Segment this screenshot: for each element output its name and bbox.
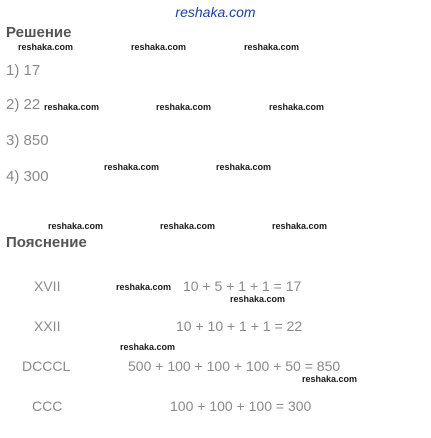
site-title[interactable]: reshaka.com [175, 4, 256, 20]
watermark: reshaka.com [120, 342, 176, 352]
watermark: reshaka.com [160, 221, 216, 231]
watermark: reshaka.com [272, 221, 328, 231]
roman-numeral: CCC [32, 398, 63, 414]
conversion-expression: 10 + 10 + 1 + 1 = 22 [176, 318, 303, 334]
watermark: reshaka.com [131, 42, 187, 52]
roman-numeral: DCCCL [22, 358, 71, 374]
conversion-expression: 10 + 5 + 1 + 1 = 17 [183, 278, 302, 294]
conversion-expression: 100 + 100 + 100 = 300 [170, 398, 312, 414]
roman-numeral: XVII [34, 278, 61, 294]
answer-2: 2) 22 [6, 96, 41, 113]
watermark: reshaka.com [116, 282, 172, 292]
answer-4: 4) 300 [6, 168, 49, 185]
watermark: reshaka.com [230, 294, 286, 304]
answer-1: 1) 17 [6, 62, 41, 79]
watermark: reshaka.com [302, 374, 358, 384]
watermark: reshaka.com [216, 162, 272, 172]
answer-3: 3) 850 [6, 132, 49, 149]
watermark: reshaka.com [104, 162, 160, 172]
explanation-heading: Пояснение [6, 234, 87, 251]
conversion-expression: 500 + 100 + 100 + 100 + 50 = 850 [128, 358, 341, 374]
watermark: reshaka.com [244, 42, 300, 52]
watermark: reshaka.com [18, 42, 74, 52]
watermark: reshaka.com [48, 221, 104, 231]
roman-numeral: XXII [34, 318, 61, 334]
solution-heading: Решение [6, 24, 72, 41]
watermark: reshaka.com [269, 102, 325, 112]
watermark: reshaka.com [156, 102, 212, 112]
watermark: reshaka.com [44, 102, 100, 112]
